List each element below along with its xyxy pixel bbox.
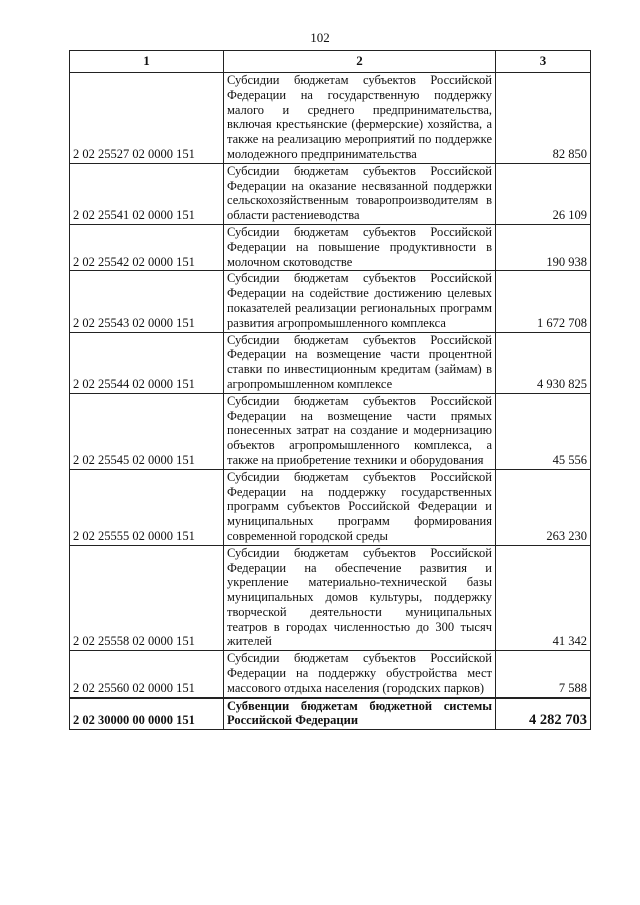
row-amount: 7 588	[496, 651, 591, 698]
row-amount: 82 850	[496, 73, 591, 164]
row-code: 2 02 25558 02 0000 151	[70, 545, 224, 651]
table-row	[70, 271, 591, 332]
row-amount: 41 342	[496, 545, 591, 651]
table-row	[70, 469, 591, 545]
row-amount: 4 930 825	[496, 332, 591, 393]
row-code: 2 02 25545 02 0000 151	[70, 393, 224, 469]
table-row	[70, 73, 591, 164]
budget-revenue-table	[69, 50, 591, 730]
row-code: 2 02 25555 02 0000 151	[70, 469, 224, 545]
row-description: Субсидии бюджетам субъектов Российской Федерации на содействие достижению целевых показателей реализации региональных программ развития агропромышленного комплекса	[224, 271, 496, 332]
row-code: 2 02 25543 02 0000 151	[70, 271, 224, 332]
row-code: 2 02 25527 02 0000 151	[70, 73, 224, 164]
row-description: Субсидии бюджетам субъектов Российской Федерации на повышение продуктивности в молочном скотоводстве	[224, 224, 496, 270]
total-amount: 4 282 703	[496, 698, 591, 730]
table-row	[70, 545, 591, 651]
column-header-description: 2	[224, 51, 496, 73]
row-description: Субсидии бюджетам субъектов Российской Федерации на оказание несвязанной поддержки сельскохозяйственным товаропроизводителям в области растениеводства	[224, 163, 496, 224]
column-header-amount: 3	[496, 51, 591, 73]
row-code: 2 02 25542 02 0000 151	[70, 224, 224, 270]
row-amount: 45 556	[496, 393, 591, 469]
row-description: Субсидии бюджетам субъектов Российской Федерации на поддержку государственных программ субъектов Российской Федерации и муниципальных программ формирования современной городской среды	[224, 469, 496, 545]
table-row	[70, 651, 591, 698]
table-row-total	[70, 698, 591, 730]
page-number: 102	[310, 30, 330, 45]
total-code: 2 02 30000 00 0000 151	[70, 698, 224, 730]
row-description: Субсидии бюджетам субъектов Российской Федерации на государственную поддержку малого и среднего предпринимательства, включая крестьянские (фермерские) хозяйства, а также на реализацию мероприятий по поддержке молодежного предпринимательства	[224, 73, 496, 164]
row-amount: 190 938	[496, 224, 591, 270]
table-row	[70, 332, 591, 393]
row-code: 2 02 25560 02 0000 151	[70, 651, 224, 698]
table-row	[70, 393, 591, 469]
total-description: Субвенции бюджетам бюджетной системы Российской Федерации	[224, 698, 496, 730]
row-amount: 263 230	[496, 469, 591, 545]
table-row	[70, 224, 591, 270]
table-row	[70, 163, 591, 224]
row-description: Субсидии бюджетам субъектов Российской Федерации на возмещение части процентной ставки по инвестиционным кредитам (займам) в агропромышленном комплексе	[224, 332, 496, 393]
row-amount: 1 672 708	[496, 271, 591, 332]
row-description: Субсидии бюджетам субъектов Российской Федерации на поддержку обустройства мест массового отдыха населения (городских парков)	[224, 651, 496, 698]
row-code: 2 02 25541 02 0000 151	[70, 163, 224, 224]
row-amount: 26 109	[496, 163, 591, 224]
table-header-row	[70, 51, 591, 73]
row-code: 2 02 25544 02 0000 151	[70, 332, 224, 393]
row-description: Субсидии бюджетам субъектов Российской Федерации на обеспечение развития и укрепление материально-технической базы муниципальных домов культуры, поддержку творческой деятельности муниципальных театров в городах численностью до 300 тысяч жителей	[224, 545, 496, 651]
column-header-code: 1	[70, 51, 224, 73]
row-description: Субсидии бюджетам субъектов Российской Федерации на возмещение части прямых понесенных затрат на создание и модернизацию объектов агропромышленного комплекса, а также на приобретение техники и оборудования	[224, 393, 496, 469]
